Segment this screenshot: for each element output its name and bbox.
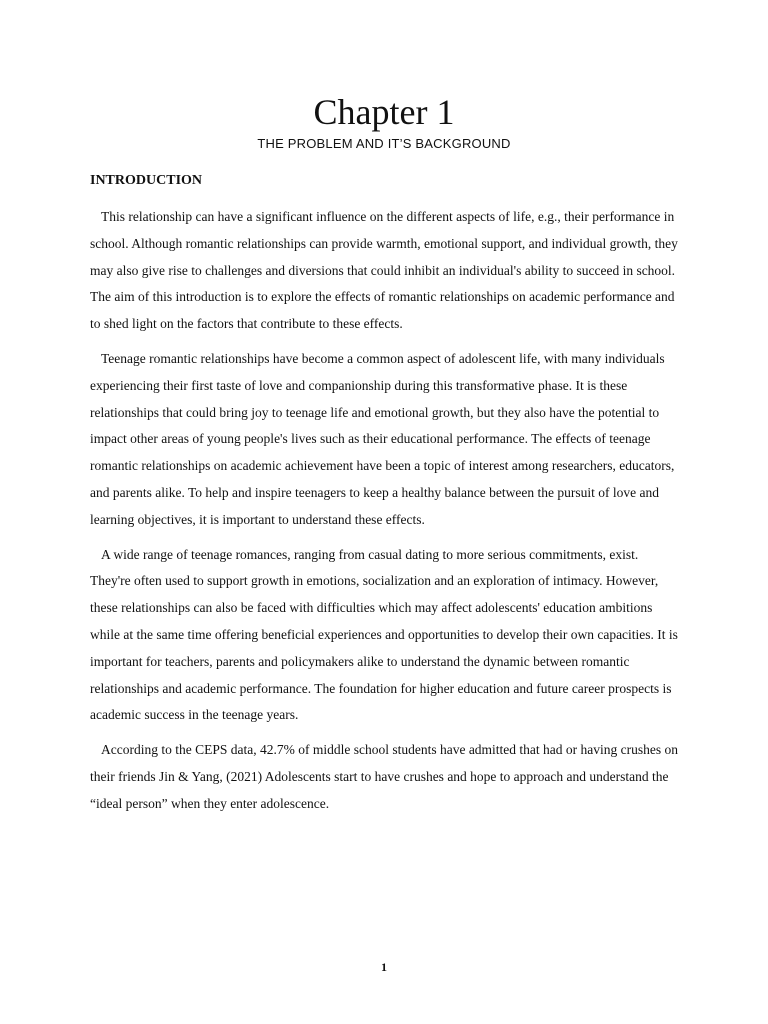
paragraph: According to the CEPS data, 42.7% of middle school students have admitted that had or having crushes on their friends Jin & Yang, (2021) Adolescents start to have crushes and hope to approach and understand the “ideal person” when they enter adolescence. [90,742,679,811]
paragraph: Teenage romantic relationships have become a common aspect of adolescent life, with many individuals experiencing their first taste of love and companionship during this transformative phase. It is these relationships that could bring joy to teenage life and emotional growth, but they also have the potential to impact other areas of young people's lives such as their educational performance. The effects of teenage romantic relationships on academic achievement have been a topic of interest among researchers, educators, and parents alike. To help and inspire teenagers to keep a healthy balance between the pursuit of love and learning objectives, it is important to understand these effects. [90,350,675,527]
page-number: 1 [381,960,387,974]
paragraph: A wide range of teenage romances, ranging from casual dating to more serious commitments, exist. They're often used to support growth in emotions, socialization and an exploration of intimacy. However, these relationships can also be faced with difficulties which may affect adolescents' education ambitions while at the same time offering beneficial experiences and opportunities to develop their own capacities. It is important for teachers, parents and policymakers alike to understand the dynamic between romantic relationships and academic performance. The foundation for higher education and future career prospects is academic success in the teenage years. [90,546,678,723]
section-heading-introduction: INTRODUCTION [90,173,203,188]
chapter-subtitle: THE PROBLEM AND IT’S BACKGROUND [257,136,511,151]
paragraph: This relationship can have a significant influence on the different aspects of life, e.g., their performance in school. Although romantic relationships can provide warmth, emotional support, and individual growth, they may also give rise to challenges and diversions that could inhibit an individual's ability to succeed in school. The aim of this introduction is to explore the effects of romantic relationships on academic performance and to shed light on the factors that contribute to these effects. [90,209,678,332]
chapter-title: Chapter 1 [313,92,455,132]
introduction-body [90,204,678,826]
